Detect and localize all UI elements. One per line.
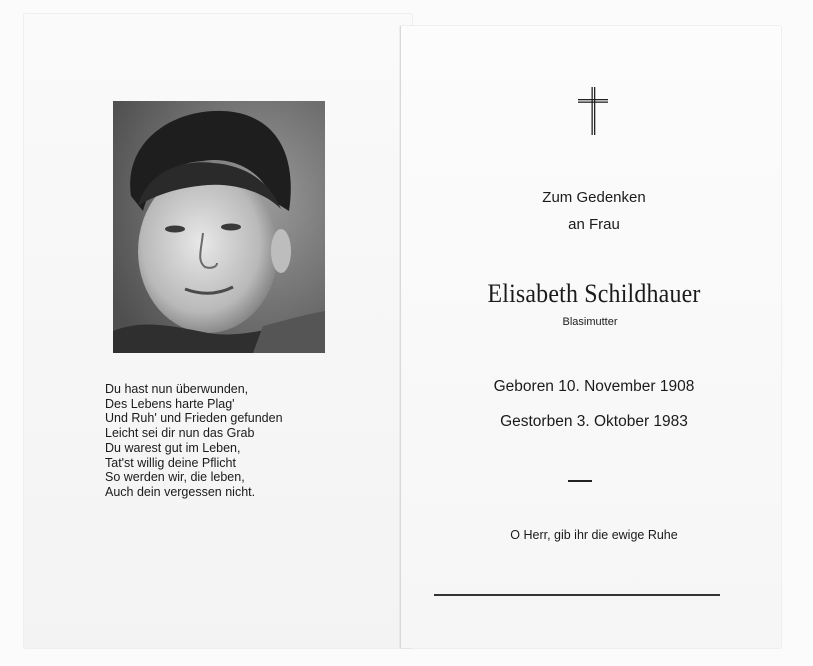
deceased-role: Blasimutter	[562, 316, 618, 328]
poem-line: Und Ruh' und Frieden gefunden	[105, 411, 283, 426]
poem-line: Auch dein vergessen nicht.	[105, 484, 256, 499]
heading-in-memory: Zum Gedenken	[542, 189, 646, 206]
heading-salutation: an Frau	[568, 216, 620, 233]
poem-line: Du hast nun überwunden,	[105, 382, 249, 396]
poem-line: Du warest gut im Leben,	[105, 440, 241, 455]
poem-line: Tat'st willig deine Pflicht	[105, 455, 236, 470]
death-date: Gestorben 3. Oktober 1983	[500, 413, 688, 430]
portrait-illustration	[113, 101, 325, 353]
poem-line: Leicht sei dir nun das Grab	[105, 426, 255, 441]
deceased-name: Elisabeth Schildhauer	[487, 279, 701, 308]
birth-date: Geboren 10. November 1908	[493, 378, 695, 395]
prayer-line: O Herr, gib ihr die ewige Ruhe	[510, 528, 678, 542]
bottom-divider	[434, 594, 720, 596]
short-divider	[568, 480, 592, 482]
poem-line: Des Lebens harte Plag'	[105, 396, 235, 411]
memorial-poem	[105, 382, 345, 500]
poem-line: So werden wir, die leben,	[105, 470, 245, 485]
cross-icon	[576, 86, 610, 136]
portrait-photo	[113, 101, 325, 353]
